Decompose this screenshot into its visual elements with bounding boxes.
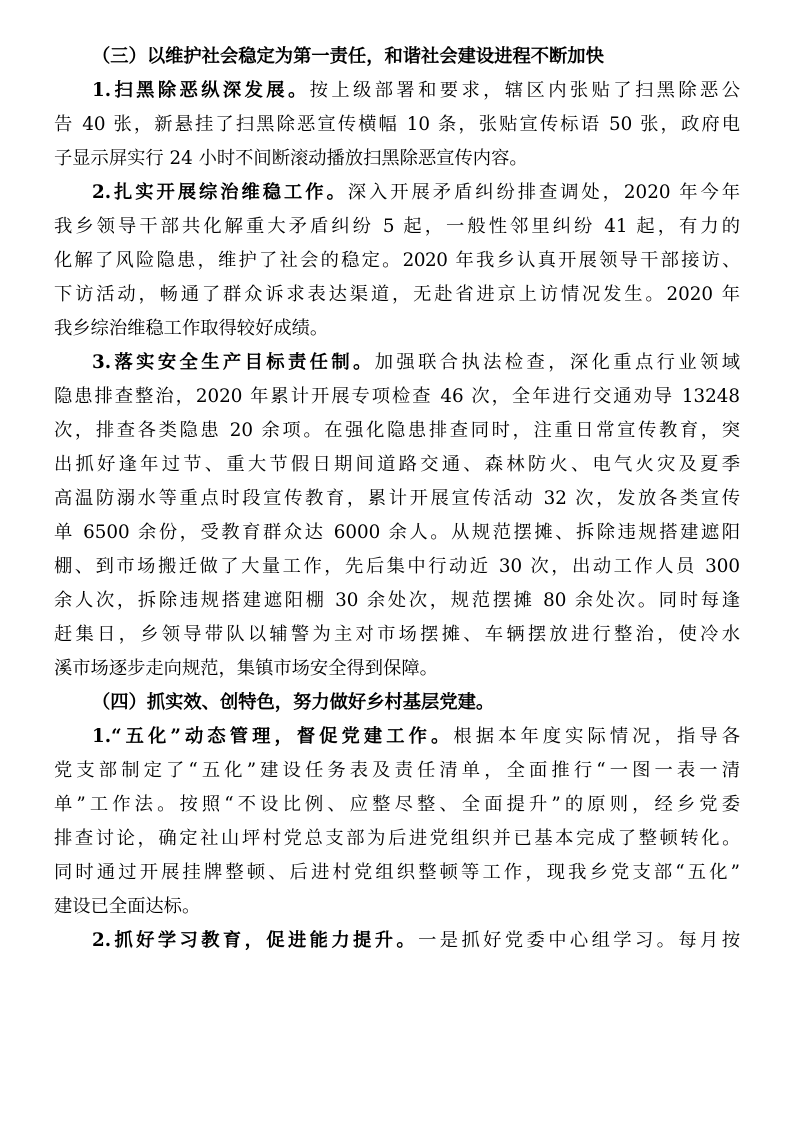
section-heading-3: （三）以维护社会稳定为第一责任，和谐社会建设进程不断加快 [92, 46, 604, 67]
paragraph-line: 溪市场逐步走向规范，集镇市场安全得到保障。 [54, 658, 438, 679]
paragraph-line: 高温防溺水等重点时段宣传教育，累计开展宣传活动 32 次，发放各类宣传 [54, 488, 740, 509]
paragraph-line: 下访活动，畅通了群众诉求表达渠道，无赴省进京上访情况发生。2020 年 [54, 284, 740, 305]
paragraph-lead: 1.扫黑除恶纵深发展。 [92, 80, 310, 101]
paragraph-line: 建设已全面达标。 [54, 896, 201, 917]
section-heading-4: （四）抓实效、创特色，努力做好乡村基层党建。 [92, 692, 495, 713]
paragraph-text: 深入开展矛盾纠纷排查调处，2020 年今年 [347, 182, 740, 203]
paragraph-line: 子显示屏实行 24 小时不间断滚动播放扫黑除恶宣传内容。 [54, 148, 528, 169]
paragraph-line: 余人次，拆除违规搭建遮阳棚 30 余处次，规范摆摊 80 余处次。同时每逢 [54, 590, 740, 611]
paragraph-lead: 2.抓好学习教育，促进能力提升。 [92, 930, 419, 951]
paragraph-4-1-line-1 [54, 720, 740, 754]
paragraph-line: 赶集日，乡领导带队以辅警为主对市场摆摊、车辆摆放进行整治，使冷水 [54, 624, 740, 645]
paragraph-text: 根据本年度实际情况，指导各 [453, 726, 740, 747]
paragraph-text: 加强联合执法检查，深化重点行业领域 [374, 352, 740, 373]
paragraph-line: 同时通过开展挂牌整顿、后进村党组织整顿等工作，现我乡党支部“五化” [54, 862, 740, 883]
paragraph-3-1-line-1 [54, 74, 740, 108]
paragraph-text: 一是抓好党委中心组学习。每月按 [418, 930, 740, 951]
paragraph-line: 排查讨论，确定社山坪村党总支部为后进党组织并已基本完成了整顿转化。 [54, 828, 740, 849]
paragraph-3-2-line-1 [54, 176, 740, 210]
paragraph-line: 党支部制定了“五化”建设任务表及责任清单，全面推行“一图一表一清 [54, 760, 740, 781]
paragraph-line: 次，排查各类隐患 20 余项。在强化隐患排查同时，注重日常宣传教育，突 [54, 420, 740, 441]
document-body [54, 40, 740, 958]
paragraph-line: 我乡领导干部共化解重大矛盾纠纷 5 起，一般性邻里纠纷 41 起，有力的 [54, 216, 740, 237]
paragraph-text: 按上级部署和要求，辖区内张贴了扫黑除恶公 [309, 80, 740, 101]
paragraph-line: 我乡综治维稳工作取得较好成绩。 [54, 318, 329, 339]
paragraph-line: 单 6500 余份，受教育群众达 6000 余人。从规范摆摊、拆除违规搭建遮阳 [54, 522, 740, 543]
paragraph-line: 化解了风险隐患，维护了社会的稳定。2020 年我乡认真开展领导干部接访、 [54, 250, 740, 271]
paragraph-lead: 3.落实安全生产目标责任制。 [92, 352, 375, 373]
paragraph-lead: 1.“五化”动态管理，督促党建工作。 [92, 726, 454, 747]
paragraph-lead: 2.扎实开展综治维稳工作。 [92, 182, 348, 203]
paragraph-3-3-line-1 [54, 346, 740, 380]
paragraph-line: 出抓好逢年过节、重大节假日期间道路交通、森林防火、电气火灾及夏季 [54, 454, 740, 475]
paragraph-4-2-line-1 [54, 924, 740, 958]
paragraph-line: 隐患排查整治，2020 年累计开展专项检查 46 次，全年进行交通劝导 13248 [54, 386, 740, 407]
paragraph-line: 告 40 张，新悬挂了扫黑除恶宣传横幅 10 条，张贴宣传标语 50 张，政府电 [54, 114, 740, 135]
paragraph-line: 单”工作法。按照“不设比例、应整尽整、全面提升”的原则，经乡党委 [54, 794, 740, 815]
paragraph-line: 棚、到市场搬迁做了大量工作，先后集中行动近 30 次，出动工作人员 300 [54, 556, 740, 577]
